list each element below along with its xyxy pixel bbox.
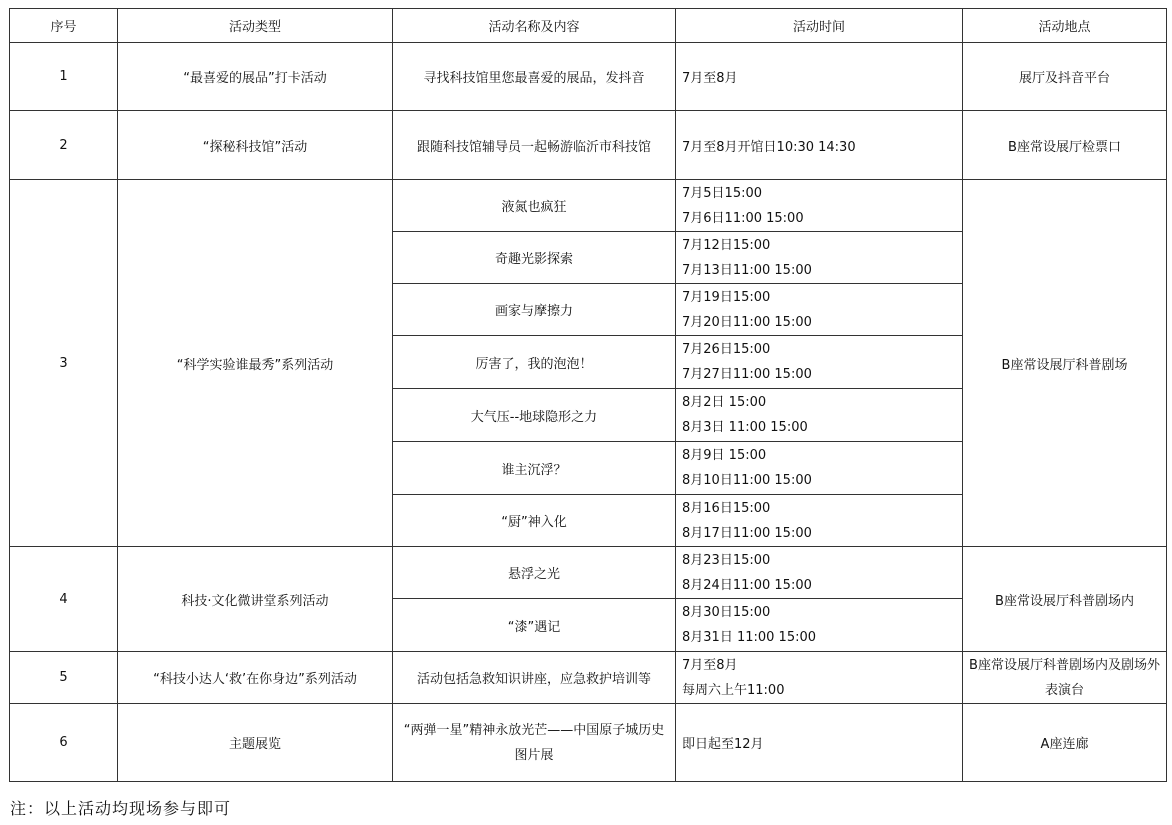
footnote: 注：以上活动均现场参与即可 (10, 799, 232, 818)
activity-time (676, 495, 963, 547)
time-line: 8月2日 15:00 (682, 395, 767, 410)
header-name: 活动名称及内容 (393, 9, 676, 43)
activity-name: 活动包括急救知识讲座，应急救护培训等 (393, 652, 676, 704)
activity-name: 谁主沉浮？ (393, 442, 676, 495)
activity-name: 大气压--地球隐形之力 (393, 389, 676, 442)
time-line: 8月10日11:00 15:00 (682, 473, 812, 488)
activity-type: 科技·文化微讲堂系列活动 (118, 547, 393, 652)
activity-time (676, 599, 963, 652)
activity-time (676, 547, 963, 599)
activity-time: 即日起至12月 (676, 704, 963, 782)
time-line: 8月31日 11:00 15:00 (682, 630, 817, 645)
activity-name: 画家与摩擦力 (393, 284, 676, 336)
time-line: 7月26日15:00 (682, 342, 771, 357)
header-place: 活动地点 (963, 9, 1167, 43)
activity-time (676, 652, 963, 704)
activity-name: 跟随科技馆辅导员一起畅游临沂市科技馆 (393, 111, 676, 180)
time-line: 8月3日 11:00 15:00 (682, 420, 808, 435)
activity-place: B座常设展厅检票口 (963, 111, 1167, 180)
activity-type: “科学实验谁最秀”系列活动 (118, 180, 393, 547)
activity-place: B座常设展厅科普剧场内及剧场外表演台 (963, 652, 1167, 704)
row-no: 5 (10, 652, 118, 704)
table-row (10, 180, 1167, 232)
table-row (10, 704, 1167, 782)
header-time: 活动时间 (676, 9, 963, 43)
table-row (10, 43, 1167, 111)
activity-time (676, 180, 963, 232)
activity-time (676, 232, 963, 284)
time-line: 8月24日11:00 15:00 (682, 577, 812, 593)
row-no: 2 (10, 111, 118, 180)
time-line: 7月20日11:00 15:00 (682, 314, 812, 330)
activity-name: 悬浮之光 (393, 547, 676, 599)
activity-name: 奇趣光影探索 (393, 232, 676, 284)
time-line: 7月5日15:00 (682, 185, 763, 201)
time-line: 8月30日15:00 (682, 605, 771, 620)
activity-type: “科技小达人‘救’在你身边”系列活动 (118, 652, 393, 704)
time-line: 7月6日11:00 15:00 (682, 210, 804, 226)
row-no: 3 (10, 180, 118, 547)
table-row (10, 111, 1167, 180)
table-row (10, 652, 1167, 704)
header-no: 序号 (10, 9, 118, 43)
time-line: 8月9日 15:00 (682, 448, 767, 463)
activity-time: 7月至8月 (676, 43, 963, 111)
row-no: 4 (10, 547, 118, 652)
activity-time: 7月至8月开馆日10:30 14:30 (676, 111, 963, 180)
time-line: 8月16日15:00 (682, 500, 771, 516)
activity-time (676, 442, 963, 495)
row-no: 6 (10, 704, 118, 782)
activity-place: B座常设展厅科普剧场 (963, 180, 1167, 547)
time-line: 8月17日11:00 15:00 (682, 525, 812, 541)
time-line: 8月23日15:00 (682, 552, 771, 568)
activity-name: 寻找科技馆里您最喜爱的展品，发抖音 (393, 43, 676, 111)
activity-name: “两弹一星”精神永放光芒——中国原子城历史图片展 (393, 704, 676, 782)
header-type: 活动类型 (118, 9, 393, 43)
activity-type: “探秘科技馆”活动 (118, 111, 393, 180)
time-line: 7月至8月 (682, 657, 738, 673)
activity-time (676, 389, 963, 442)
activity-place: B座常设展厅科普剧场内 (963, 547, 1167, 652)
activity-time (676, 284, 963, 336)
time-line: 7月27日11:00 15:00 (682, 367, 812, 382)
activity-type: 主题展览 (118, 704, 393, 782)
activity-name: “厨”神入化 (393, 495, 676, 547)
time-line: 7月19日15:00 (682, 289, 771, 305)
time-line: 每周六上午11:00 (682, 682, 785, 698)
activity-name: 厉害了，我的泡泡！ (393, 336, 676, 389)
activity-name: 液氮也疯狂 (393, 180, 676, 232)
activity-name: “漆”遇记 (393, 599, 676, 652)
activity-place: 展厅及抖音平台 (963, 43, 1167, 111)
time-line: 7月13日11:00 15:00 (682, 262, 812, 278)
activity-time (676, 336, 963, 389)
activity-schedule-table (9, 8, 1167, 782)
table-row (10, 547, 1167, 599)
header-row (10, 9, 1167, 43)
activity-place: A座连廊 (963, 704, 1167, 782)
activity-type: “最喜爱的展品”打卡活动 (118, 43, 393, 111)
time-line: 7月12日15:00 (682, 237, 771, 253)
row-no: 1 (10, 43, 118, 111)
